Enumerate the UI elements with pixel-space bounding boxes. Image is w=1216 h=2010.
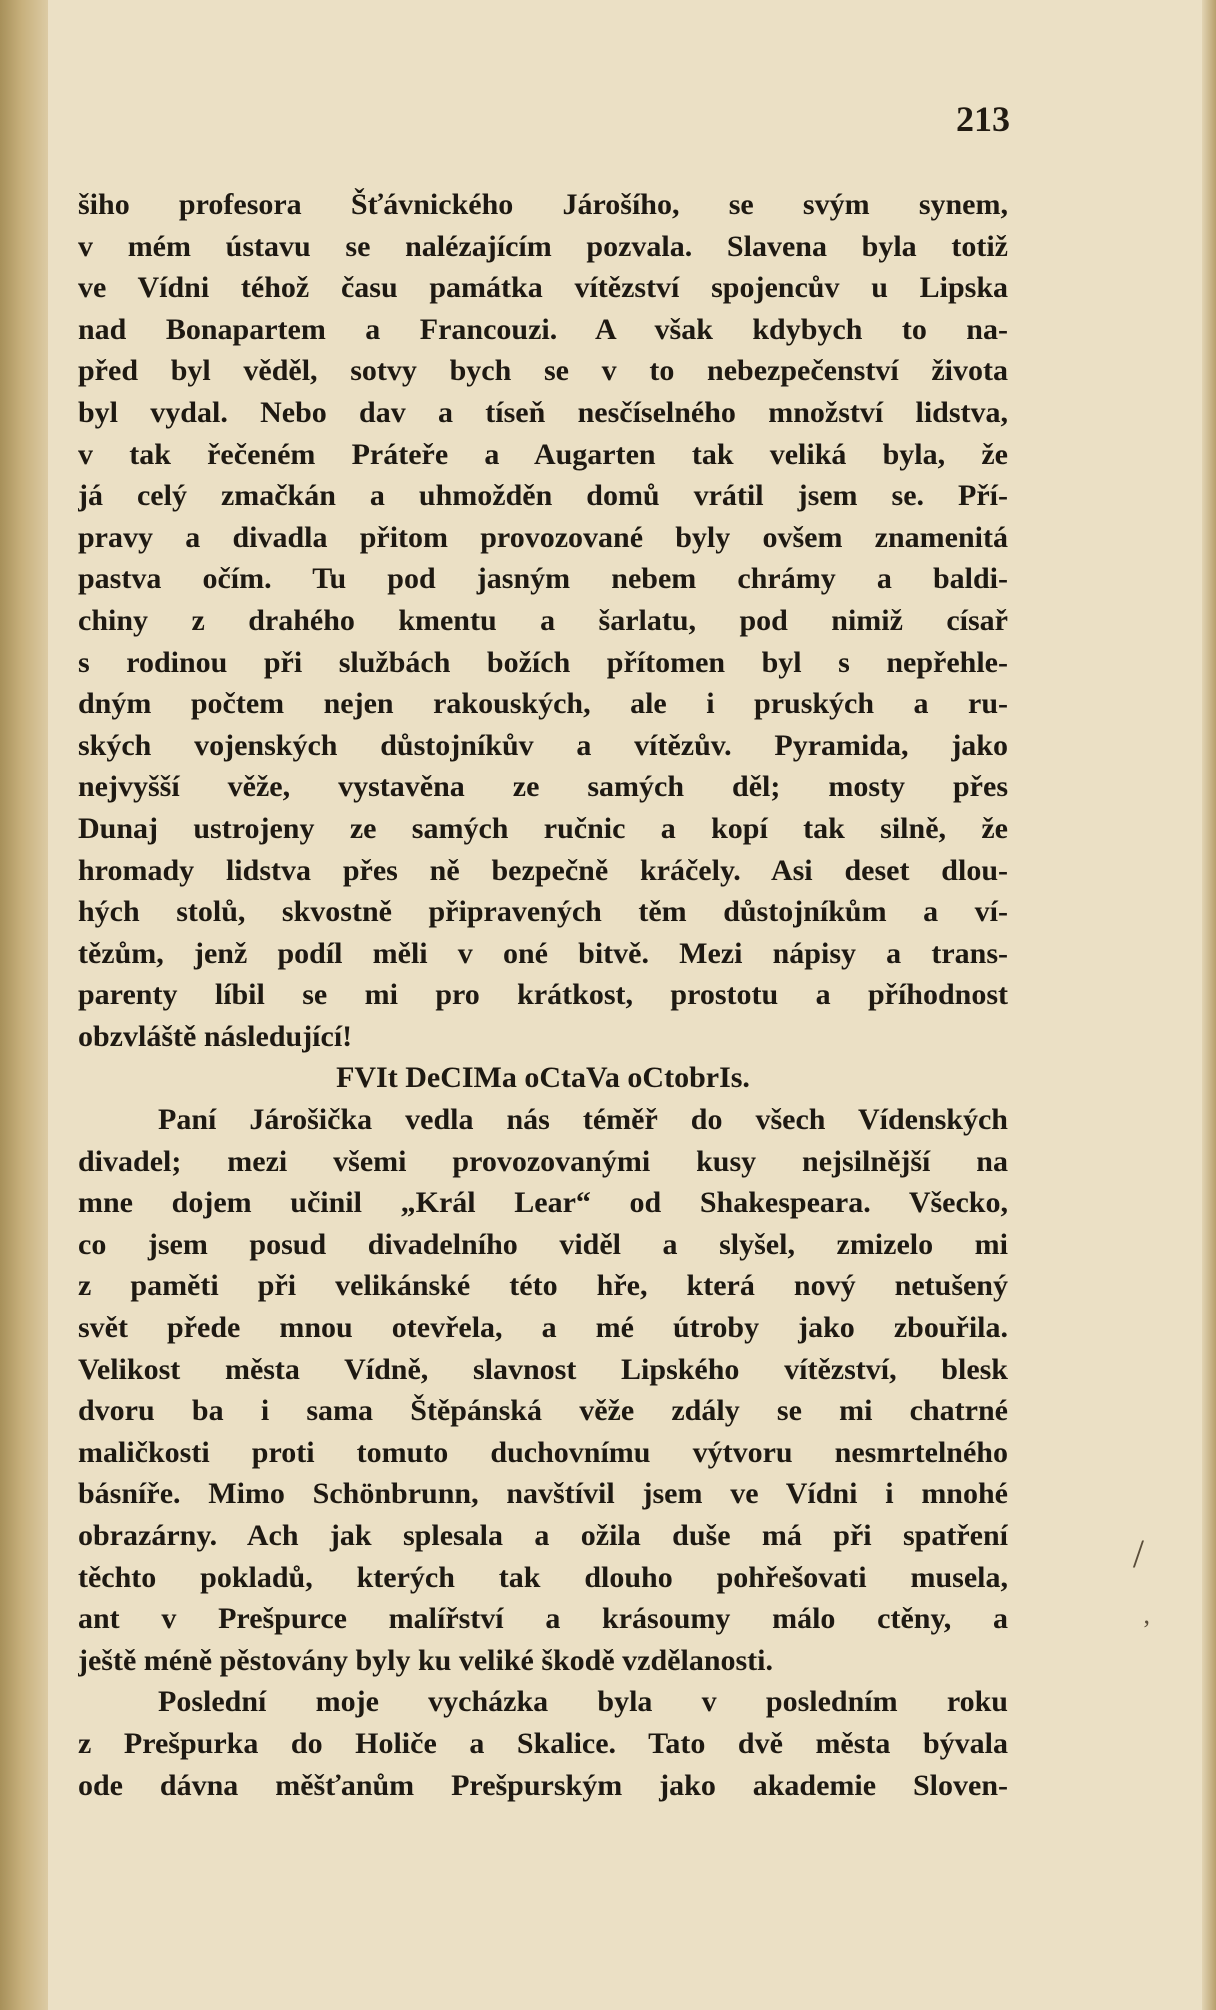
page-outer-edge	[1202, 0, 1216, 2010]
text-line: dvoru ba i sama Štěpánská věže zdály se mi chatrné	[78, 1394, 1008, 1428]
text-line: z Prešpurka do Holiče a Skalice. Tato dvě města bývala	[78, 1726, 1008, 1760]
text-line: pravy a divadla přitom provozované byly ovšem znamenitá	[78, 520, 1008, 554]
text-line: před byl věděl, sotvy bych se v to nebezpečenství života	[78, 354, 1008, 388]
text-line: obzvláště následující!	[78, 1019, 353, 1053]
text-line: Dunaj ustrojeny ze samých ručnic a kopí tak silně, že	[78, 811, 1008, 845]
text-line: divadel; mezi všemi provozovanými kusy nejsilnější na	[78, 1144, 1008, 1178]
text-line: mne dojem učinil „Král Lear“ od Shakespeara. Všecko,	[78, 1186, 1008, 1220]
text-line: Poslední moje vycházka byla v posledním roku	[158, 1685, 1008, 1719]
text-line: svět přede mnou otevřela, a mé útroby jako zbouřila.	[78, 1311, 1008, 1345]
text-line: já celý zmačkán a uhmožděn domů vrátil jsem se. Pří-	[78, 479, 1008, 513]
text-line: chiny z drahého kmentu a šarlatu, pod nimiž císař	[78, 603, 1008, 637]
text-line: z paměti při velikánské této hře, která nový netušený	[78, 1269, 1008, 1303]
text-line: ant v Prešpurce malířství a krásoumy málo ctěny, a	[78, 1602, 1008, 1636]
text-line: hých stolů, skvostně připravených těm důstojníkům a ví-	[78, 895, 1008, 929]
text-line: v tak řečeném Práteře a Augarten tak veliká byla, že	[78, 437, 1008, 471]
text-line: hromady lidstva přes ně bezpečně kráčely. Asi deset dlou-	[78, 853, 1008, 887]
text-line: ode dávna měšťanům Prešpurským jako akademie Sloven-	[78, 1768, 1008, 1802]
page-binding-edge	[0, 0, 48, 2010]
text-line: tězům, jenž podíl měli v oné bitvě. Mezi nápisy a trans-	[78, 936, 1008, 970]
text-line: ských vojenských důstojníkův a vítězův. Pyramida, jako	[78, 728, 1008, 762]
text-line: parenty líbil se mi pro krátkost, prostotu a příhodnost	[78, 978, 1008, 1012]
margin-stain-mark: /	[1132, 1531, 1144, 1576]
text-line: obrazárny. Ach jak splesala a ožila duše má při spatření	[78, 1519, 1008, 1552]
text-line: nad Bonapartem a Francouzi. A však kdybych to na-	[78, 312, 1008, 346]
text-line: těchto pokladů, kterých tak dlouho pohřešovati musela,	[78, 1560, 1008, 1594]
margin-stain-mark: ,	[1143, 1600, 1150, 1629]
text-line: maličkosti proti tomuto duchovnímu výtvoru nesmrtelného	[78, 1435, 1008, 1469]
text-line: ještě méně pěstovány byly ku veliké škodě vzdělanosti.	[78, 1643, 774, 1677]
text-line: co jsem posud divadelního viděl a slyšel, zmizelo mi	[78, 1227, 1008, 1261]
text-line: pastva očím. Tu pod jasným nebem chrámy a baldi-	[78, 562, 1008, 596]
text-line: v mém ústavu se nalézajícím pozvala. Slavena byla totiž	[78, 229, 1008, 263]
chronogram-heading: FVIt DeCIMa oCtaVa oCtobrIs.	[336, 1061, 750, 1095]
text-line: ve Vídni téhož času památka vítězství spojencův u Lipska	[78, 271, 1008, 305]
page-number: 213	[956, 99, 1010, 139]
text-line: byl vydal. Nebo dav a tíseň nesčíselného množství lidstva,	[78, 395, 1008, 429]
text-line: nejvyšší věže, vystavěna ze samých děl; mosty přes	[78, 770, 1008, 804]
text-line: dným počtem nejen rakouských, ale i pruských a ru-	[78, 687, 1008, 721]
text-line: Velikost města Vídně, slavnost Lipského vítězství, blesk	[78, 1352, 1008, 1386]
text-line: básníře. Mimo Schönbrunn, navštívil jsem ve Vídni i mnohé	[78, 1477, 1008, 1511]
text-line: s rodinou při službách božích přítomen byl s nepřehle-	[78, 645, 1008, 679]
text-line: šiho profesora Šťávnického Járošího, se svým synem,	[78, 188, 1008, 221]
text-line: Paní Járošička vedla nás téměř do všech Vídenských	[158, 1103, 1008, 1137]
body-text	[78, 184, 1008, 1806]
